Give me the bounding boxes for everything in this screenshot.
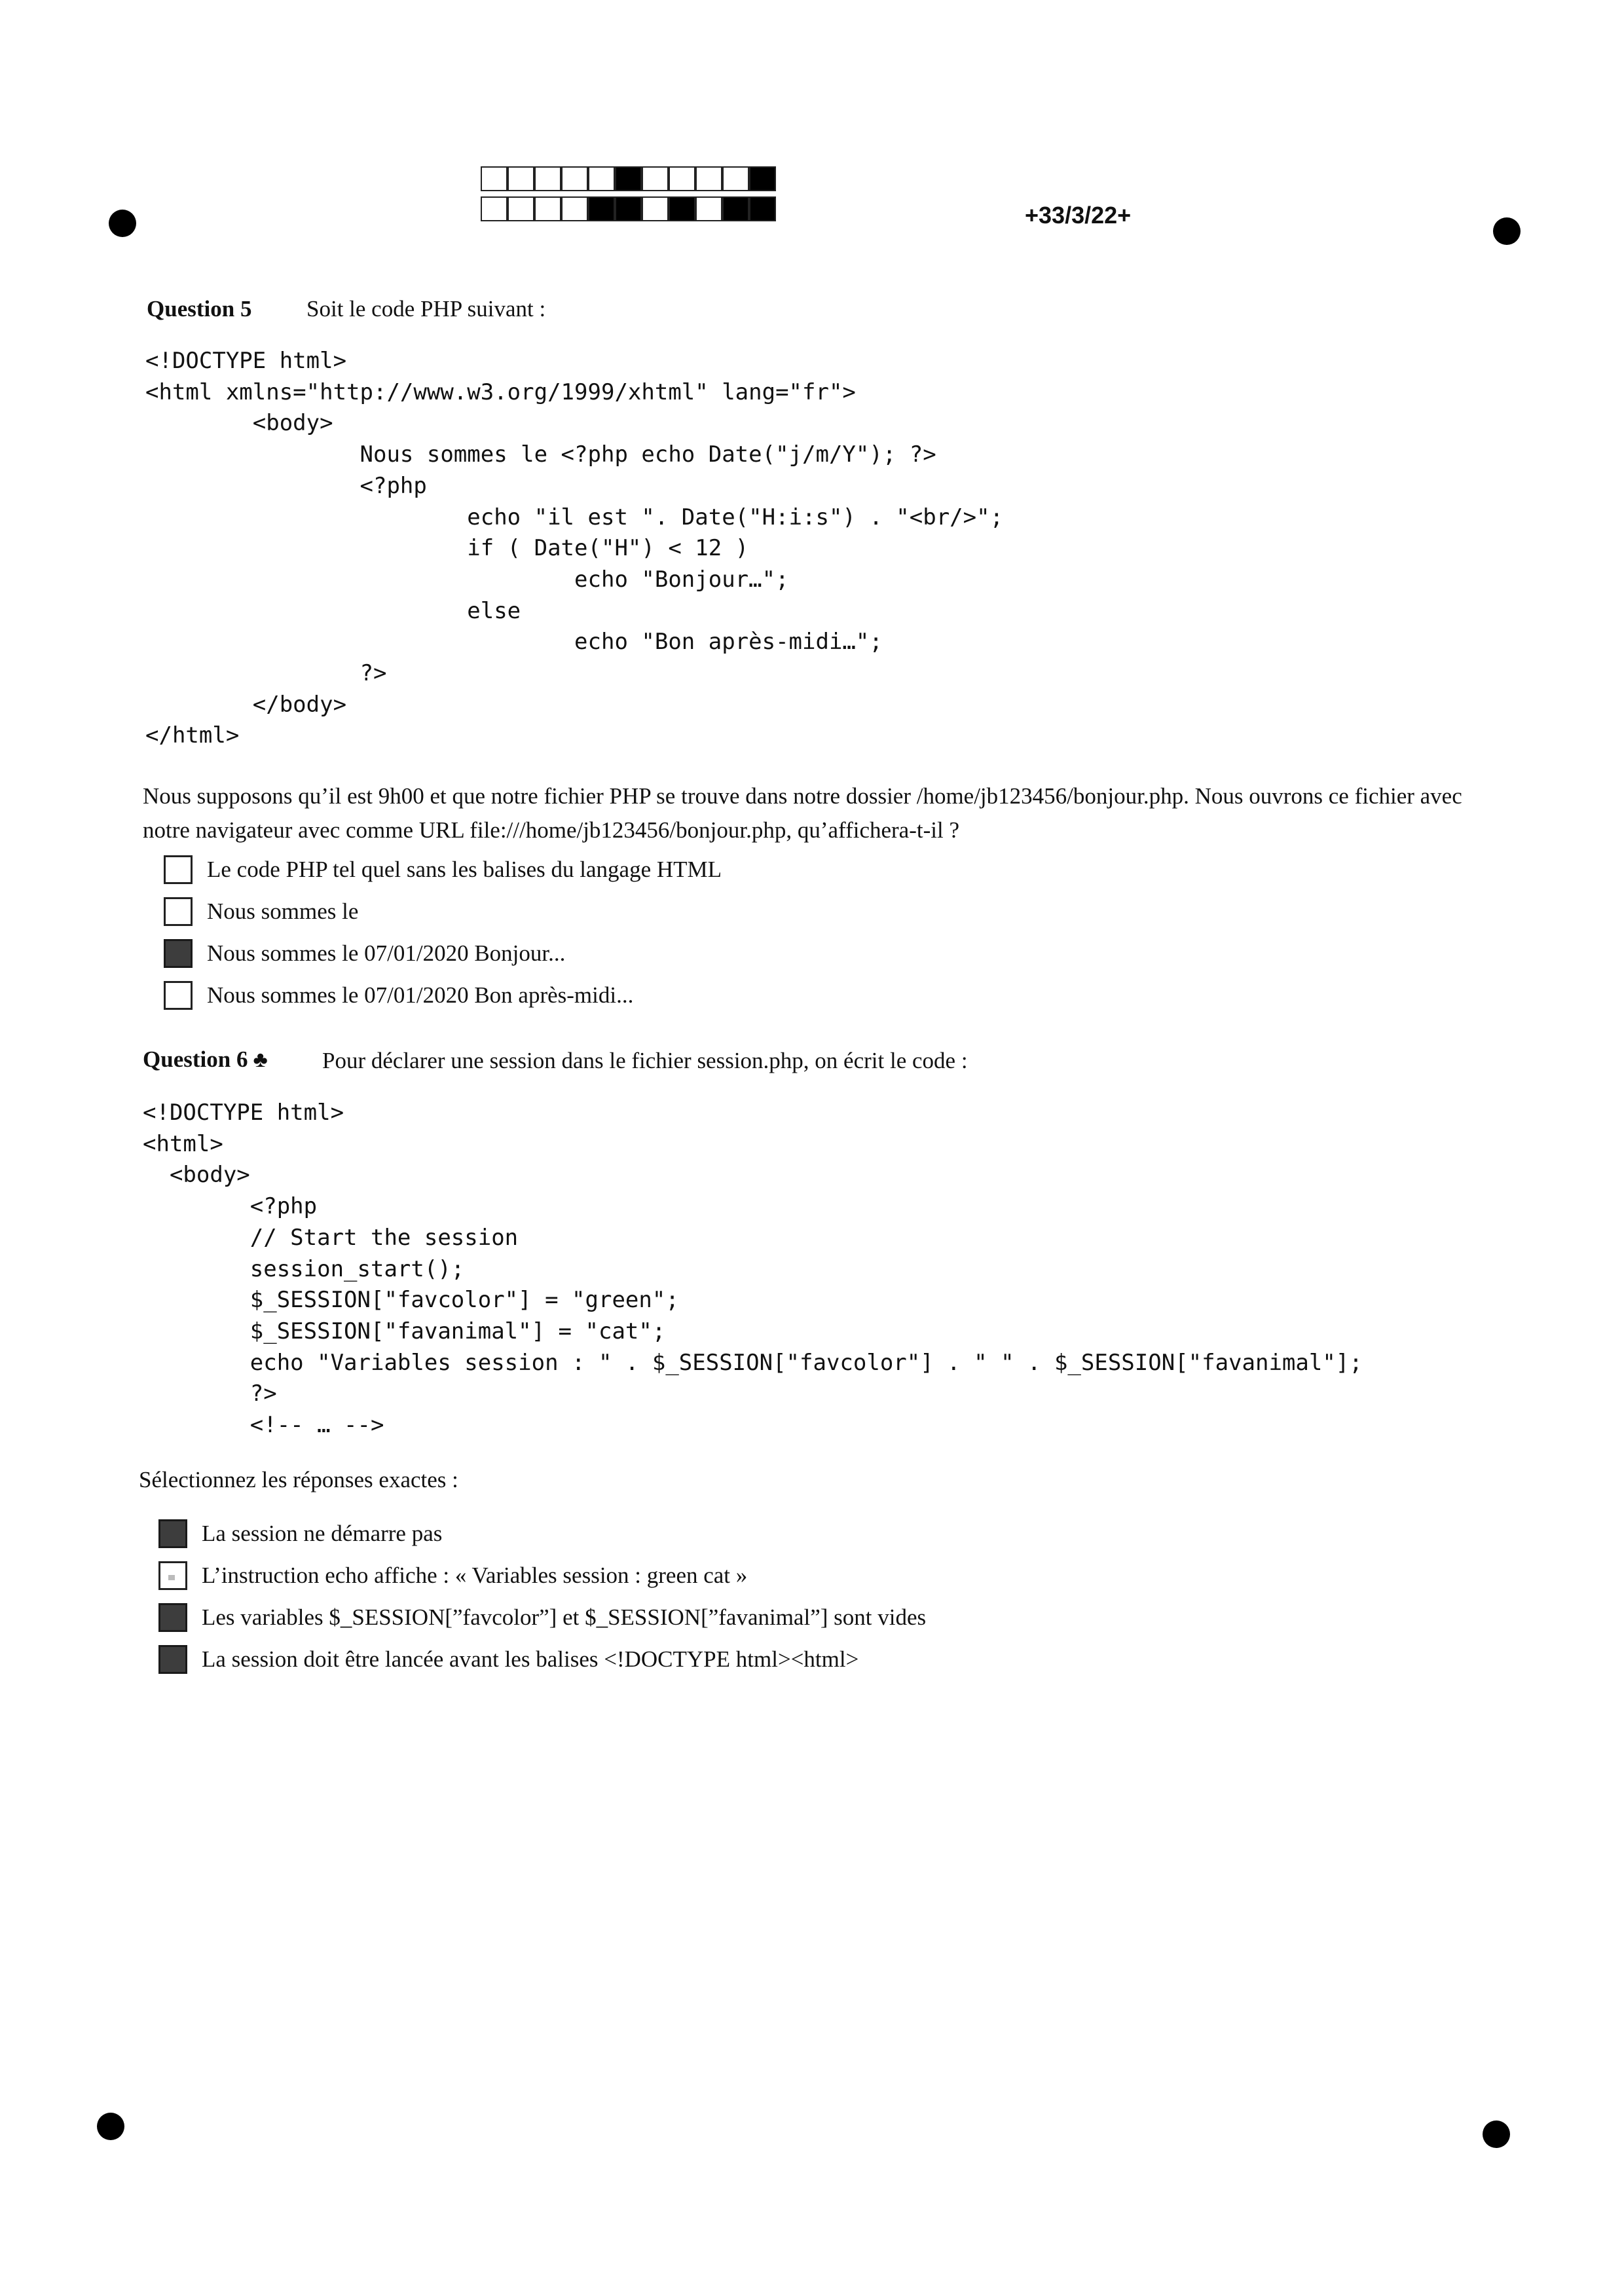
question-6-code: <!DOCTYPE html> <html> <body> <?php // Start the session session_start(); $_SESSION["favcolor"] = "green"; $_SESSION["favanimal"] = "cat"; echo "Variables session : " . $_SESSION["favcolor"] . " " . $_SESSION["favanimal"]; ?> <!-- … --> [143, 1100, 1363, 1439]
barcode-cell [749, 196, 776, 221]
answer-label: Nous sommes le 07/01/2020 Bonjour... [207, 940, 566, 966]
question-5-code: <!DOCTYPE html> <html xmlns="http://www.w3.org/1999/xhtml" lang="fr"> <body> Nous sommes le <?php echo Date("j/m/Y"); ?> <?php echo "il est ". Date("H:i:s") . "<br/>"; if ( Date("H") < 12 ) echo "Bonjour…"; else echo "Bon après-midi…"; ?> </body> </html> [145, 348, 1004, 749]
barcode-cell [695, 166, 722, 191]
answer-label: L’instruction echo affiche : « Variables session : green cat » [202, 1563, 748, 1588]
barcode-cell [615, 196, 642, 221]
checkbox[interactable] [158, 1603, 187, 1632]
barcode-cell [507, 196, 534, 221]
barcode-cell [561, 166, 588, 191]
barcode-cell [481, 196, 507, 221]
answer-label: La session ne démarre pas [202, 1521, 443, 1546]
checkbox[interactable] [164, 897, 193, 926]
checkbox[interactable] [164, 981, 193, 1010]
checkbox[interactable] [164, 855, 193, 884]
barcode-cell [534, 196, 561, 221]
question-6-answer-3[interactable] [158, 1603, 926, 1632]
answer-label: Le code PHP tel quel sans les balises du langage HTML [207, 857, 722, 882]
answer-label: Nous sommes le [207, 898, 359, 924]
barcode-cell [669, 196, 695, 221]
answer-label: La session doit être lancée avant les balises <!DOCTYPE html><html> [202, 1646, 859, 1672]
barcode-cell [615, 166, 642, 191]
question-5-answer-2[interactable] [164, 897, 358, 926]
barcode-cell [481, 166, 507, 191]
registration-mark-top-left [109, 210, 136, 237]
barcode-cell [642, 196, 669, 221]
club-icon: ♣ [253, 1048, 268, 1072]
barcode-cell [722, 166, 749, 191]
question-5-prompt: Soit le code PHP suivant : [306, 296, 546, 322]
answer-label: Nous sommes le 07/01/2020 Bon après-midi... [207, 982, 634, 1008]
barcode-cell [722, 196, 749, 221]
barcode-cell [534, 166, 561, 191]
checkbox[interactable] [158, 1561, 187, 1590]
question-5-paragraph: Nous supposons qu’il est 9h00 et que notre fichier PHP se trouve dans notre dossier /home/jb123456/bonjour.php. Nous ouvrons ce fichier avec notre navigateur avec comme URL file:///home/jb123456/bonjour.php, qu’affichera-t-il ? [143, 783, 1462, 843]
question-5-answer-4[interactable] [164, 981, 633, 1010]
checkbox[interactable] [158, 1519, 187, 1548]
barcode-cell [588, 166, 615, 191]
question-6-title-text: Question 6 [143, 1046, 248, 1072]
question-5-title: Question 5 [147, 296, 252, 322]
question-6-instruction: Sélectionnez les réponses exactes : [139, 1467, 458, 1492]
question-6-answer-2[interactable] [158, 1561, 747, 1590]
barcode-cell [561, 196, 588, 221]
answer-label: Les variables $_SESSION[”favcolor”] et $_SESSION[”favanimal”] sont vides [202, 1604, 927, 1630]
question-6-title [143, 1046, 268, 1073]
registration-mark-bottom-right [1483, 2120, 1510, 2148]
barcode-row-1 [481, 166, 776, 191]
question-5-answer-1[interactable] [164, 855, 722, 884]
registration-mark-top-right [1493, 217, 1521, 245]
question-6-prompt: Pour déclarer une session dans le fichier session.php, on écrit le code : [322, 1048, 968, 1073]
barcode-cell [588, 196, 615, 221]
question-6-answer-1[interactable] [158, 1519, 442, 1548]
page-code: +33/3/22+ [1025, 202, 1132, 229]
checkbox[interactable] [158, 1645, 187, 1674]
barcode-cell [642, 166, 669, 191]
barcode-cell [749, 166, 776, 191]
barcode-cell [695, 196, 722, 221]
barcode-cell [669, 166, 695, 191]
barcode-cell [507, 166, 534, 191]
checkbox[interactable] [164, 939, 193, 968]
question-6-answer-4[interactable] [158, 1645, 858, 1674]
barcode-row-2 [481, 196, 776, 221]
registration-mark-bottom-left [97, 2113, 124, 2140]
question-5-answer-3[interactable] [164, 939, 565, 968]
